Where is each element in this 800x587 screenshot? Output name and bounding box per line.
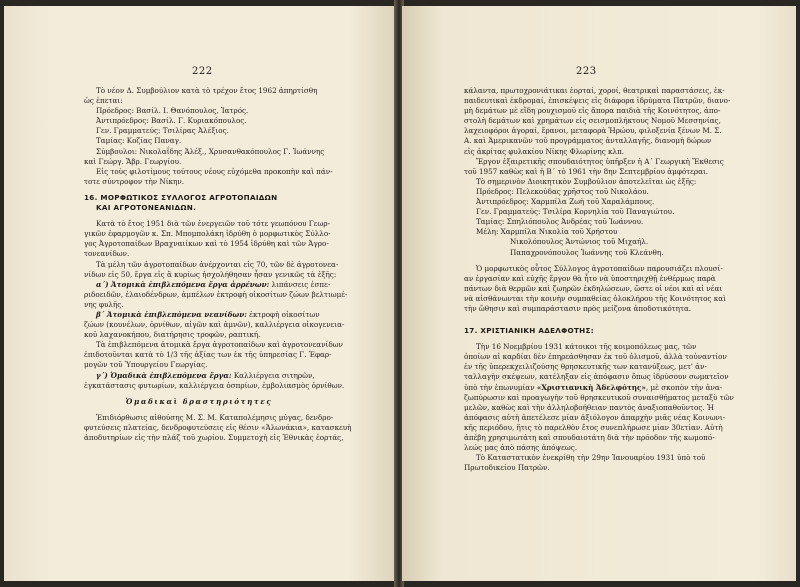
right-page bbox=[402, 6, 796, 581]
text-line: νης φυλῆς. bbox=[84, 299, 124, 309]
text-line: κοῦ λαχανοκήπου, διατήρησις τροφῶν, ραπτική. bbox=[84, 330, 261, 340]
text-line: ζώων (κουνέλων, ὀρνίθων, αἰγῶν καὶ ἀμνῶν), καλλιέργεια οἰκογενεια- bbox=[84, 320, 345, 330]
text-line: Τὸ Καταστατικὸν ἐνεκρίθη τὴν 29ην Ἰανουαρίου 1931 ὑπὸ τοῦ bbox=[476, 453, 706, 463]
item-title: γ΄) Ὁμαδικὰ ἐπιβλεπόμενα ἔργα: bbox=[96, 370, 232, 380]
board-line: Ταμίας: Κοζίας Παναγ. bbox=[96, 136, 182, 146]
text-line: ἀπέβη χρησιμωτάτη καὶ σπουδαιοτάτη διὰ τὴν πρόοδον τῆς κωμοπό- bbox=[464, 433, 715, 442]
text-line: τοτε σύντροφον τὴν Νίκην. bbox=[84, 176, 184, 186]
text-line: Τὰ ἐπιβλεπόμενα ἀτομικὰ ἔργα ἀγροτοπαίδων καὶ ἀγροτονεανίδων bbox=[96, 340, 343, 350]
text-line: ἐν τῆς ὑπερεκχειλιζούσης θρησκευτικῆς των κατανύξεως, μετ' ἀν- bbox=[464, 362, 707, 372]
left-page-text bbox=[84, 86, 352, 443]
section-heading: ΚΑΙ ΑΓΡΟΤΟΝΕΑΝΙΔΩΝ. bbox=[96, 203, 197, 213]
text-line: μελῶν, καθὼς καὶ τὴν ἀλληλοβοήθειαν παντὸς ἀναξιοπαθοῦντος. Ἡ bbox=[464, 402, 715, 412]
board-line: Ταμίας: Σπηλιόπουλος Ἀνδρέας τοῦ Ἰωάννου. bbox=[476, 217, 644, 227]
text-line: ἀποδυτηρίων εἰς τὴν πλάζ τοῦ χωρίου. Συμμετοχὴ εἰς Ἐθνικὰς ἑορτάς, bbox=[84, 433, 344, 442]
text-line: Τὰ μέλη τῶν ἀγροτοπαίδων ἀνέρχονται εἰς 70, τῶν δὲ ἀγροτονεα- bbox=[96, 259, 339, 269]
board-line: Νικολόπουλος Ἀντώνιος τοῦ Μιχαήλ. bbox=[510, 237, 649, 247]
page-number: 222 bbox=[192, 66, 213, 77]
item-text: ἐκτροφὴ οἰκοσίτων bbox=[246, 309, 320, 319]
page-number: 223 bbox=[576, 66, 597, 77]
text-line: κάλαντα, πρωτοχρονιάτικαι ἑορταί, χοροί, θεατρικαὶ παραστάσεις, ἐκ- bbox=[464, 86, 725, 95]
text-line: Τὸ σημερινὸν Διοικητικὸν Συμβούλιον ἀποτελεῖται ὡς ἑξῆς: bbox=[476, 176, 697, 186]
board-line: Μέλη: Χαρμπίλα Νικολία τοῦ Χρήστου bbox=[476, 227, 618, 237]
text-line: νὰ αἰσθάνωνται τὴν κοινὴν συμπαθείας ὁλοκλήρου τῆς Κοινότητος καὶ bbox=[464, 293, 726, 303]
text-line: Τὸ νέον Δ. Συμβούλιον κατὰ τὸ τρέχον ἔτος 1962 ἀπηρτίσθη bbox=[96, 86, 318, 95]
right-page-text bbox=[464, 86, 734, 473]
text-line: φυτεύσεις πλατείας, δενδροφυτεύσεις εἰς θέσιν «Ἀλωνάκια», κατασκευὴ bbox=[84, 422, 352, 432]
text-line: Τὴν 16 Νοεμβρίου 1931 κάτοικοι τῆς κοιμοπόλεως μας, τῶν bbox=[476, 342, 697, 352]
society-name: «Χριστιανικὴ Ἀδελφότης» bbox=[536, 382, 646, 392]
left-page bbox=[4, 6, 396, 581]
text-line: ζωπύρωσιν καὶ προαγωγὴν τοῦ θρησκευτικοῦ συναισθήματος μεταξὺ τῶν bbox=[464, 392, 734, 402]
text-line: πάντων διὰ θερμῶν καὶ ζωηρῶν ἐκδηλώσεων, ὥστε οἱ νέοι καὶ αἱ νέαι bbox=[464, 283, 723, 293]
text-line: Ἔργον ἐξαιρετικῆς σπουδαιότητος ὑπῆρξεν ἡ Α΄ Γεωργικὴ Ἔκθεσις bbox=[476, 156, 724, 166]
text-line: Ὁ μορφωτικὸς οὗτος Σύλλογος ἀγροτοπαίδων παρουσιάζει πλουσί- bbox=[476, 263, 723, 273]
board-line: καὶ Γεώργ. Ἄβρ. Γεωργίου. bbox=[84, 156, 182, 166]
text-line: αν ἐργασίαν καὶ εὐχῆς ἔργον θὰ ἦτο νὰ ὑποστηριχθῇ ἐνθέρμως παρὰ bbox=[464, 273, 716, 283]
board-line: Γεν. Γραμματεύς: Τσιλίρα Κορνηλία τοῦ Παναγιώτου. bbox=[476, 207, 675, 217]
item-line bbox=[84, 279, 331, 290]
board-line: Παπαχρονόπουλος Ἰωάννης τοῦ Κλεάνθη. bbox=[510, 247, 664, 257]
text-line: παιδευτικαὶ ἐκδρομαί, ἐπισκέψεις εἰς διάφορα ἱδρύματα Πατρῶν, διανο- bbox=[464, 96, 731, 106]
board-line: Γεν. Γραμματεύς: Τσιλίρας Ἀλέξιος. bbox=[96, 126, 229, 136]
item-text: Καλλιέργεια σιτηρῶν, bbox=[231, 370, 315, 380]
subheading: Ὁμαδικαὶ δραστηριότητες bbox=[125, 396, 273, 406]
text-line: μὴ δεμάτων μὲ εἴδη ρουχισμοῦ εἰς ἄπορα παιδιὰ τῆς Κοινότητος, ἀπο- bbox=[464, 106, 721, 116]
text-span: ὑπὸ τὴν ἐπωνυμίαν bbox=[464, 382, 537, 392]
text-line: ταλλαγὴν σκέψεων, κατέληξαν εἰς ἀπόφασιν ὅπως ἱδρύσουν σωματεῖον bbox=[464, 372, 729, 382]
text-line: τοῦ 1957 καθὼς καὶ ἡ Β΄ τὸ 1961 τὴν 8ην Σεπτεμβρίου ἀμφότεραι. bbox=[464, 166, 709, 176]
text-line: ἐπιδοτοῦνται κατὰ τὸ 1/3 τῆς ἀξίας των ἐκ τῆς ὑπηρεσίας Γ. Ἐφαρ- bbox=[84, 350, 332, 360]
board-line: Σύμβουλοι: Νικολαΐδης Ἀλέξ., Χρυσανθακόπουλος Γ. Ἰωάννης bbox=[96, 146, 325, 156]
section-heading: 17. ΧΡΙΣΤΙΑΝΙΚΗ ΑΔΕΛΦΟΤΗΣ: bbox=[464, 326, 594, 336]
section-heading: 16. ΜΟΡΦΩΤΙΚΟΣ ΣΥΛΛΟΓΟΣ ΑΓΡΟΤΟΠΑΙΔΩΝ bbox=[84, 192, 278, 202]
item-line bbox=[84, 309, 320, 320]
text-line: ὁποίων αἱ καρδίαι δὲν ἐπηρεάσθησαν ἐκ τοῦ ὀλισμοῦ, ἀλλὰ τοὐναντίον bbox=[464, 352, 727, 362]
text-line: λεώς μας ἀπὸ πάσης ἀπόψεως. bbox=[464, 443, 578, 453]
text-line: ὡς ἑπεται: bbox=[84, 96, 123, 106]
item-line bbox=[84, 371, 314, 381]
text-line: ἀπόφασις αὐτὴ ἀπετέλεσε μίαν ἀξιόλογον ἀπαρχὴν μιᾶς νέας Κοινωνι- bbox=[464, 412, 726, 422]
text-span: , μὲ σκοπὸν τὴν ἀνα- bbox=[645, 382, 723, 392]
text-line: Πρωτοδικείου Πατρῶν. bbox=[464, 463, 550, 473]
board-line: Πρόεδρος: Πελεκούδας χρῆστος τοῦ Νικολάου. bbox=[476, 186, 649, 196]
text-line: τονεανίδων. bbox=[84, 249, 130, 259]
text-line: κῆς περιόδου, ἥτις τὸ παρελθὸν ἔτος συνεπλήρωσε μίαν 30ετίαν. Αὐτὴ bbox=[464, 422, 723, 432]
text-line: Εἰς τοὺς φιλοτίμους τούτους νέους εὐχόμεθα προκοπὴν καὶ πάν- bbox=[96, 166, 333, 176]
text-line: νίδων εἰς 50, ἔργα εἰς ἃ κυρίως ἠσχολήθησαν ἦσαν γενικῶς τὰ ἑξῆς: bbox=[84, 269, 337, 279]
text-line: ριδοειδῶν, ἐλαιοδένδρων, ἀμπέλων ἐκτροφὴ οἰκοσίτων ζώων βελτιωμέ- bbox=[84, 289, 348, 299]
text-line: εἰς ἀκρίτας φυλακίου Νίκης Φλωρίνης κλπ. bbox=[464, 146, 625, 156]
text-line: λαχειοφόροι ἀγοραί, ἔρανοι, μεταφορὰ Ἡρώου, φιλοξενία ξένων Μ. Σ. bbox=[464, 126, 722, 136]
item-title: α΄) Ἀτομικὰ ἐπιβλεπόμενα ἔργα ἀρρένων: bbox=[96, 279, 270, 289]
text-line: στολὴ δεμάτων καὶ χρημάτων εἰς σεισμοπλήκτους Νομοῦ Μεσσηνίας, bbox=[464, 116, 721, 126]
text-line: γος Ἀγροτοπαίδων Βραχναιίκων καὶ τὸ 1954 ἱδρύθη καὶ τῶν Ἀγρο- bbox=[84, 239, 329, 249]
text-line: Κατὰ τὸ ἔτος 1951 διὰ τῶν ἐνεργειῶν τοῦ τότε γεωπόνου Γεωρ- bbox=[96, 219, 331, 229]
board-line: Ἀντιπρόεδρος: Χαρμπίλα Ζωὴ τοῦ Χαραλάμπους. bbox=[476, 197, 655, 207]
text-line bbox=[464, 382, 723, 393]
board-line: Πρόεδρος: Βασίλ. Ι. Θανόπουλος, Ἰατρός. bbox=[96, 106, 249, 116]
board-line: Ἀντιπρόεδρος: Βασίλ. Γ. Κυριακόπουλος. bbox=[96, 116, 247, 126]
text-line: Α. καὶ Ἀμερικανῶν τοῦ προγράμματος ἀνταλλαγῆς, διανομὴ δώρων bbox=[464, 136, 712, 146]
text-line: γικῶν ἐφαρμογῶν κ. Σπ. Μπομπολάκη ἱδρύθη ὁ μορφωτικὸς Σύλλο- bbox=[84, 229, 331, 239]
item-title: β΄ Ἀτομικὰ ἐπιβλεπόμενα νεανίδων: bbox=[96, 309, 247, 319]
text-line: Ἐπιδιόρθωσις αἰθούσης Μ. Σ. Μ. Καταπολέμησις μύγας, δενδρο- bbox=[96, 412, 334, 422]
text-line: ἐγκατάστασις φυτωρίων, καλλιέργεια ὀσπρίων, ἐμβολιασμὸς ὀρνίθων. bbox=[84, 380, 345, 390]
item-text: λιπάνσεις ἐσπε- bbox=[269, 279, 331, 289]
text-line: μογῶν τοῦ Ὑπουργείου Γεωργίας. bbox=[84, 360, 208, 370]
text-line: τὴν ὤθησιν καὶ συμπαράστασιν πρὸς μείζονα ἀποδοτικότητα. bbox=[464, 303, 692, 313]
